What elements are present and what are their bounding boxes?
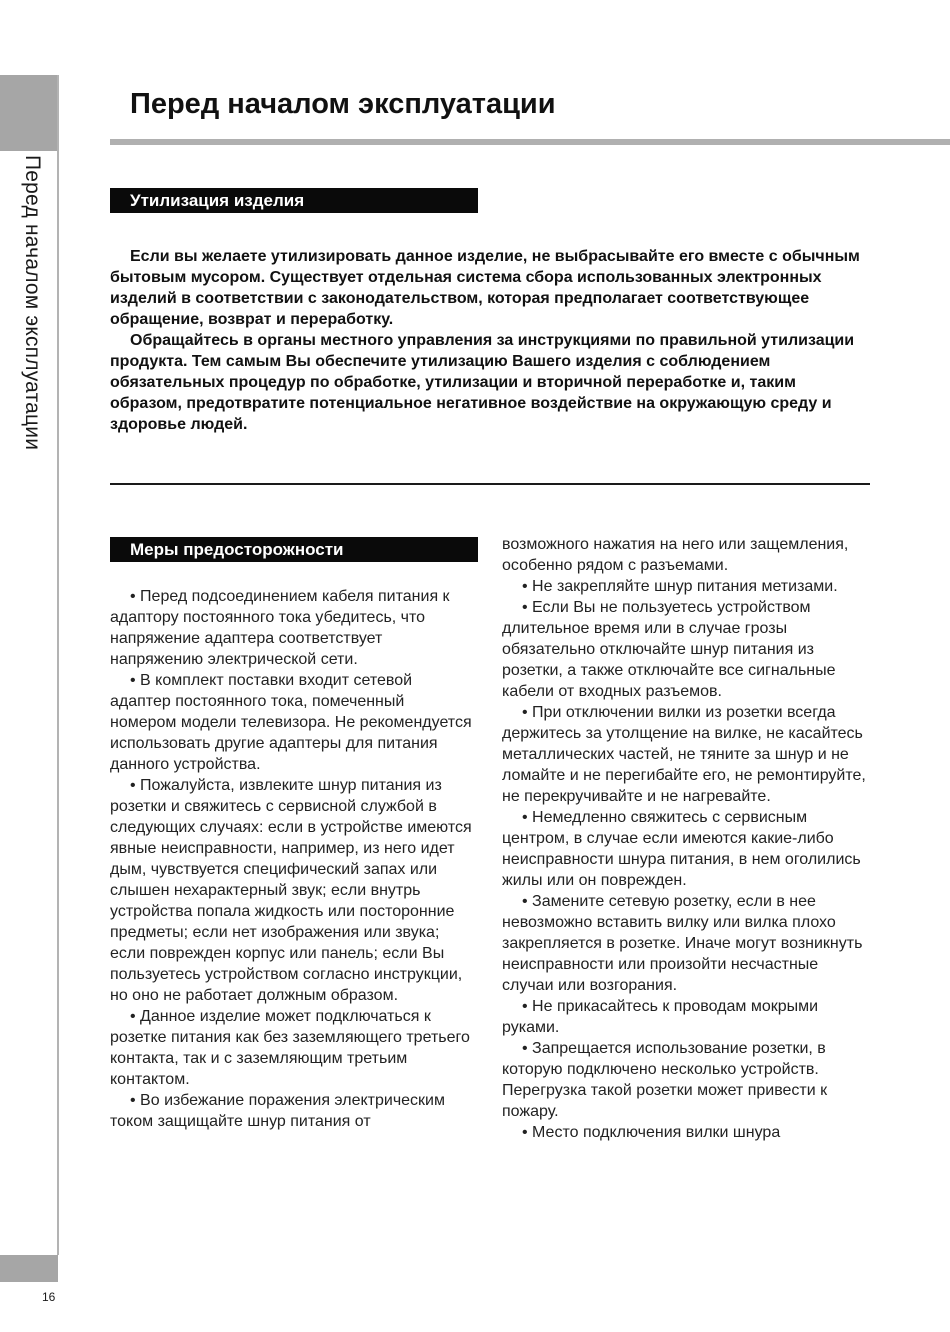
precaution-item: • В комплект поставки входит сетевой адаптер постоянного тока, помеченный номером модели телевизора. Не рекомендуется использовать другие адаптеры для питания данного устройства. (110, 672, 472, 773)
precaution-item: • Немедленно свяжитесь с сервисным центром, в случае если имеются какие-либо неисправности шнура питания, в нем оголились жилы или он поврежден. (502, 809, 861, 889)
side-divider (57, 75, 59, 1255)
title-rule (110, 139, 950, 145)
precaution-item: • Место подключения вилки шнура (522, 1124, 781, 1141)
precaution-item: • Не прикасайтесь к проводам мокрыми руками. (502, 998, 819, 1036)
disposal-text (110, 246, 870, 435)
precaution-item: • При отключении вилки из розетки всегда держитесь за утолщение на вилке, не касайтесь металлических частей, не тяните за шнур и не ломайте и не перегибайте его, не ремонтируйте, не перекручивайте и не нагревайте. (502, 704, 866, 805)
precaution-item: • Данное изделие может подключаться к розетке питания как без заземляющего третьего контакта, так и с заземляющим третьим контактом. (110, 1008, 470, 1088)
page-title: Перед началом эксплуатации (130, 88, 556, 120)
precaution-item: • Во избежание поражения электрическим током защищайте шнур питания от (110, 1092, 445, 1130)
precautions-right-column (502, 534, 870, 1143)
precaution-item: • Пожалуйста, извлеките шнур питания из розетки и свяжитесь с сервисной службой в следующих случаях: если в устройстве имеются явные неисправности, например, из него идет дым, чувствуется специфический запах или слышен нехарактерный звук; если внутрь устройства попала жидкость или посторонние предметы; если нет изображения или звука; если поврежден корпус или панель; если Вы пользуетесь устройством согласно инструкции, но оно не работает должным образом. (110, 777, 472, 1004)
precaution-item: • Перед подсоединением кабеля питания к адаптору постоянного тока убедитесь, что напряжение адаптера соответствует напряжению электрической сети. (110, 588, 450, 668)
page-number: 16 (42, 1290, 56, 1304)
precaution-item: • Если Вы не пользуетесь устройством длительное время или в случае грозы обязательно отключайте шнур питания из розетки, а также отключайте все сигнальные кабели от входных разъемов. (502, 599, 836, 700)
section-heading-precautions: Меры предосторожности (110, 537, 478, 562)
side-tab-bottom (0, 1255, 58, 1282)
side-tab-top (0, 75, 58, 151)
precaution-item: • Не закрепляйте шнур питания метизами. (522, 578, 838, 595)
precaution-item: • Запрещается использование розетки, в которую подключено несколько устройств. Перегрузка такой розетки может привести к пожару. (502, 1040, 828, 1120)
precautions-left-column (110, 586, 474, 1132)
precaution-item: • Замените сетевую розетку, если в нее невозможно вставить вилку или вилка плохо закрепляется в розетке. Иначе могут возникнуть неисправности или произойти несчастные случаи или возгорания. (502, 893, 863, 994)
side-label-text: Перед началом эксплуатации (21, 155, 44, 451)
precaution-continuation: возможного нажатия на него или защемления, особенно рядом с разъемами. (502, 536, 849, 574)
disposal-paragraph: Если вы желаете утилизировать данное изделие, не выбрасывайте его вместе с обычным бытовым мусором. Существует отдельная система сбора использованных электронных изделий в соответствии с законодательством, которая предполагает соответствующее обращение, возврат и переработку. (110, 248, 860, 328)
section-divider (110, 483, 870, 485)
section-heading-disposal: Утилизация изделия (110, 188, 478, 213)
disposal-paragraph: Обращайтесь в органы местного управления за инструкциями по правильной утилизации продукта. Тем самым Вы обеспечите утилизацию Вашего изделия с соблюдением обязательных процедур по обработке, утилизации и вторичной переработке и, таким образом, предотвратите потенциальное негативное воздействие на окружающую среду и здоровье людей. (110, 332, 855, 433)
